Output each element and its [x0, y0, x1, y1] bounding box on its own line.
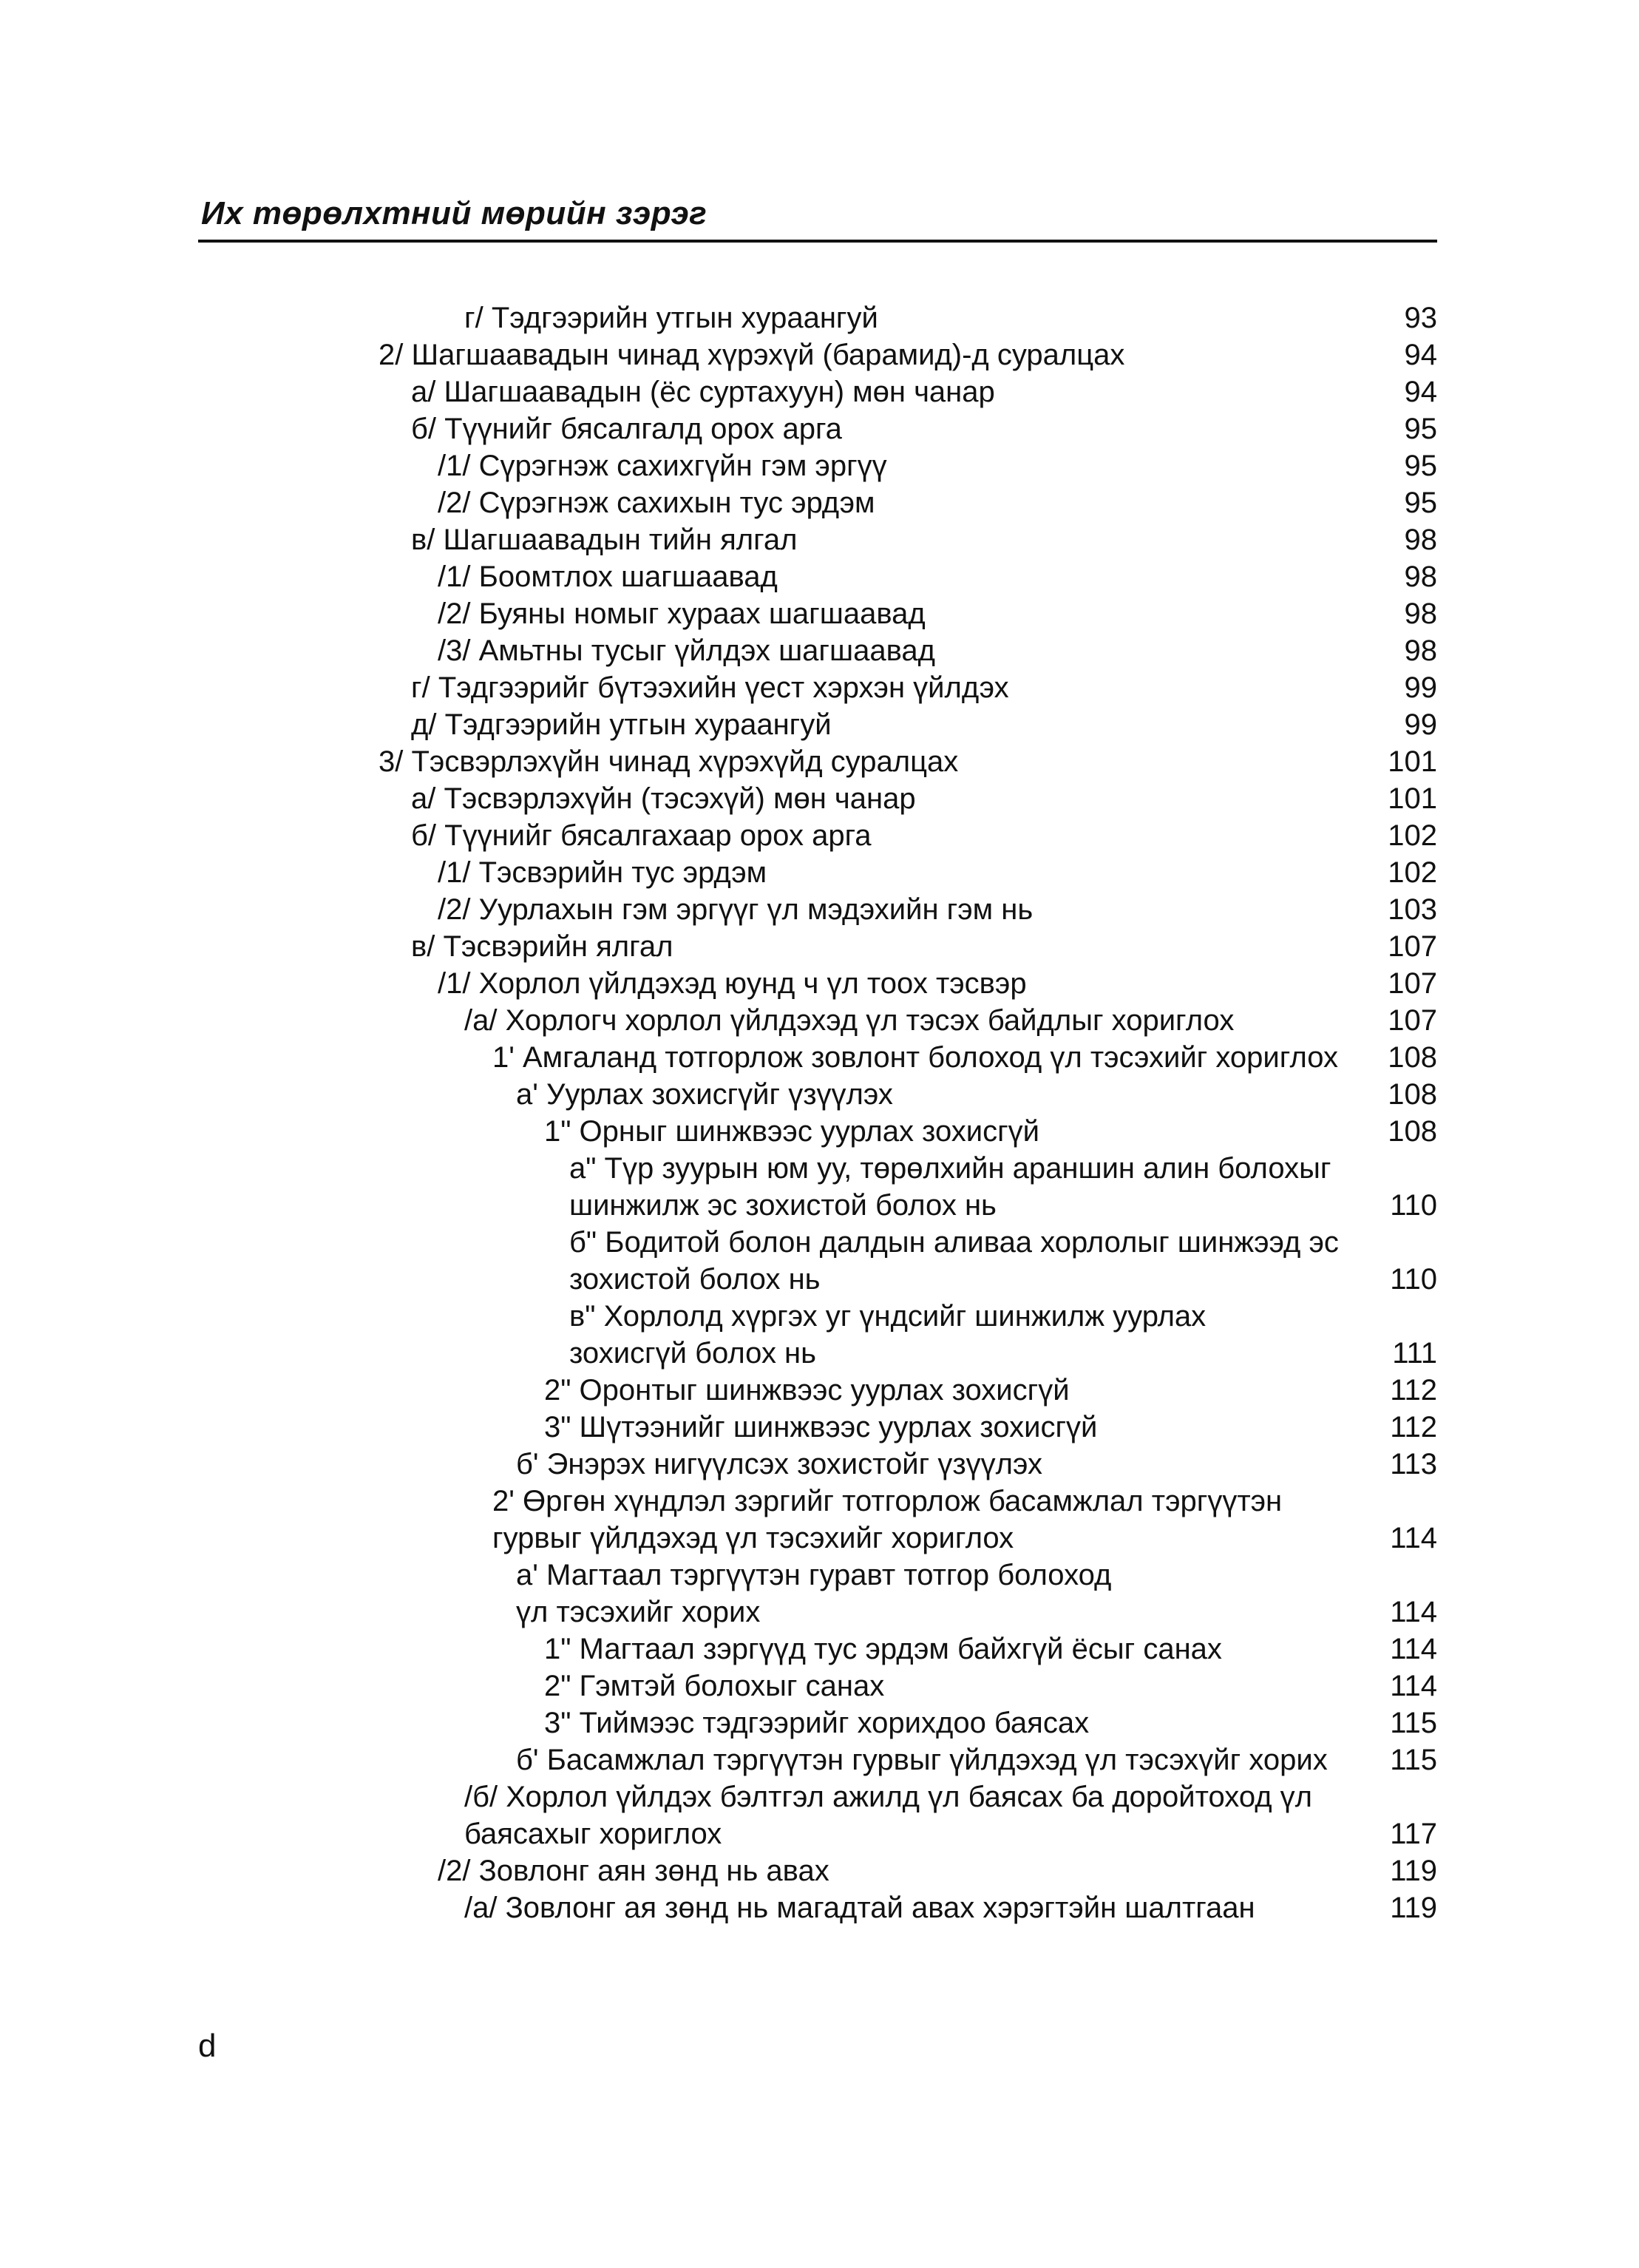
toc-entry [0, 1335, 1639, 1372]
toc-entry-page: 95 [1404, 450, 1437, 482]
toc-entry-page: 112 [1390, 1374, 1437, 1407]
toc-entry-page: 102 [1388, 819, 1437, 852]
running-header-title: Их төрөлхтний мөрийн зэрэг [201, 195, 707, 231]
toc-entry-page: 115 [1390, 1707, 1437, 1739]
toc-entry-text: зохисгүй болох нь [569, 1337, 816, 1370]
toc-entry-text: баясахыг хориглох [464, 1818, 722, 1850]
toc-entry [0, 1187, 1639, 1224]
toc-entry-text: 3" Шүтээнийг шинжвээс уурлах зохисгүй [544, 1411, 1098, 1443]
toc-entry-text: /1/ Боомтлох шагшаавад [438, 561, 778, 593]
toc-entry-page: 117 [1390, 1818, 1437, 1850]
toc-entry-text: гурвыг үйлдэхэд үл тэсэхийг хориглох [492, 1522, 1014, 1554]
toc-entry [0, 558, 1639, 595]
toc-entry-text: 2' Өргөн хүндлэл зэргийг тотгорлож басамжлал тэргүүтэн [492, 1485, 1283, 1517]
toc-entry [0, 1815, 1639, 1852]
toc-entry-text: 1" Магтаал зэргүүд тус эрдэм байхгүй ёсыг санах [544, 1633, 1222, 1665]
toc-entry-text: 2/ Шагшаавадын чинад хүрэхүй (барамид)-д суралцах [379, 339, 1125, 371]
toc-entry [0, 1889, 1639, 1926]
toc-entry [0, 891, 1639, 928]
page-letter: d [198, 2028, 217, 2064]
toc-entry-page: 114 [1390, 1596, 1437, 1628]
toc-entry-page: 99 [1404, 708, 1437, 741]
toc-entry-page: 98 [1404, 634, 1437, 667]
toc-entry-page: 114 [1390, 1670, 1437, 1702]
toc-entry-text: зохистой болох нь [569, 1263, 821, 1296]
toc-entry [0, 1261, 1639, 1298]
toc-entry-text: а' Уурлах зохисгүйг үзүүлэх [516, 1078, 893, 1111]
toc-entry-page: 107 [1388, 967, 1437, 1000]
toc-entry-text: б" Бодитой болон далдын аливаа хорлолыг шинжээд эс [569, 1226, 1339, 1259]
toc-entry-text: а/ Тэсвэрлэхүйн (тэсэхүй) мөн чанар [411, 782, 916, 815]
toc-entry-text: /2/ Сүрэгнэж сахихын тус эрдэм [438, 487, 875, 519]
toc-entry-page: 94 [1404, 339, 1437, 371]
toc-entry [0, 1483, 1639, 1520]
toc-entry-text: а/ Шагшаавадын (ёс суртахуун) мөн чанар [411, 376, 995, 408]
toc-entry [0, 595, 1639, 632]
toc-entry-text: шинжилж эс зохистой болох нь [569, 1189, 997, 1222]
toc-entry-text: б' Энэрэх нигүүлсэх зохистойг үзүүлэх [516, 1448, 1042, 1480]
toc-entry [0, 1113, 1639, 1150]
toc-entry-page: 102 [1388, 856, 1437, 889]
toc-entry-page: 112 [1390, 1411, 1437, 1443]
toc-entry-page: 95 [1404, 413, 1437, 445]
toc-entry [0, 1150, 1639, 1187]
toc-entry [0, 373, 1639, 410]
toc-entry [0, 854, 1639, 891]
toc-entry-text: 1" Орныг шинжвээс уурлах зохисгүй [544, 1115, 1040, 1148]
toc-entry-page: 98 [1404, 561, 1437, 593]
toc-entry-text: г/ Тэдгээрийг бүтээхийн үест хэрхэн үйлдэх [411, 671, 1009, 704]
toc-entry [0, 1372, 1639, 1409]
toc-entry-text: /1/ Тэсвэрийн тус эрдэм [438, 856, 767, 889]
toc-entry [0, 1298, 1639, 1335]
toc-entry-text: /1/ Хорлол үйлдэхэд юунд ч үл тоох тэсвэр [438, 967, 1027, 1000]
toc-entry [0, 1409, 1639, 1446]
toc-entry-page: 119 [1390, 1855, 1437, 1887]
toc-entry-text: /а/ Хорлогч хорлол үйлдэхэд үл тэсэх байдлыг хориглох [464, 1004, 1235, 1037]
toc-entry-text: в/ Шагшаавадын тийн ялгал [411, 524, 798, 556]
toc-entry-page: 103 [1388, 893, 1437, 926]
toc-entry-text: /3/ Амьтны тусыг үйлдэх шагшаавад [438, 634, 935, 667]
toc-entry-text: /1/ Сүрэгнэж сахихгүйн гэм эргүү [438, 450, 887, 482]
toc-entry-text: а' Магтаал тэргүүтэн гуравт тотгор болоход [516, 1559, 1112, 1591]
toc-entry-text: /2/ Уурлахын гэм эргүүг үл мэдэхийн гэм нь [438, 893, 1034, 926]
toc-entry-text: /б/ Хорлол үйлдэх бэлтгэл ажилд үл баясах ба доройтоход үл [464, 1781, 1312, 1813]
toc-entry-page: 98 [1404, 524, 1437, 556]
toc-entry-page: 107 [1388, 930, 1437, 963]
toc-entry-page: 110 [1390, 1263, 1437, 1296]
toc-entry [0, 1520, 1639, 1557]
toc-entry-text: 1' Амгаланд тотгорлож зовлонт болоход үл тэсэхийг хориглох [492, 1041, 1339, 1074]
toc-entry [0, 1594, 1639, 1631]
toc-entry-page: 108 [1388, 1041, 1437, 1074]
toc-entry-text: /а/ Зовлонг ая зөнд нь магадтай авах хэрэгтэйн шалтгаан [464, 1892, 1255, 1924]
toc-entry [0, 965, 1639, 1002]
toc-entry [0, 521, 1639, 558]
toc-entry [0, 928, 1639, 965]
toc-entry [0, 743, 1639, 780]
toc-entry [0, 1039, 1639, 1076]
toc-entry-text: д/ Тэдгээрийн утгын хураангуй [411, 708, 832, 741]
toc-entry-page: 111 [1392, 1337, 1437, 1370]
toc-entry [0, 447, 1639, 484]
toc-entry [0, 1446, 1639, 1483]
toc-entry-page: 114 [1390, 1633, 1437, 1665]
toc-entry-text: б' Басамжлал тэргүүтэн гурвыг үйлдэхэд үл тэсэхүйг хорих [516, 1744, 1328, 1776]
toc-entry-text: б/ Түүнийг бясалгалд орох арга [411, 413, 842, 445]
toc-entry-text: в/ Тэсвэрийн ялгал [411, 930, 673, 963]
toc-entry-text: /2/ Зовлонг аян зөнд нь авах [438, 1855, 829, 1887]
toc-entry [0, 1076, 1639, 1113]
toc-entry-text: г/ Тэдгээрийн утгын хураангуй [464, 302, 878, 334]
toc-entry [0, 1705, 1639, 1741]
toc-entry-page: 107 [1388, 1004, 1437, 1037]
toc-entry [0, 1778, 1639, 1815]
toc-entry-page: 99 [1404, 671, 1437, 704]
toc-entry [0, 1557, 1639, 1594]
toc-entry-page: 119 [1390, 1892, 1437, 1924]
toc-entry-text: /2/ Буяны номыг хураах шагшаавад [438, 598, 926, 630]
toc-entry-text: 3/ Тэсвэрлэхүйн чинад хүрэхүйд суралцах [379, 745, 959, 778]
toc-entry-page: 95 [1404, 487, 1437, 519]
toc-entry-page: 94 [1404, 376, 1437, 408]
toc-entry [0, 1741, 1639, 1778]
toc-entry [0, 410, 1639, 447]
toc-entry-text: 3" Тиймээс тэдгээрийг хорихдоо баясах [544, 1707, 1090, 1739]
toc-entry [0, 336, 1639, 373]
toc-entry [0, 706, 1639, 743]
toc-entry-page: 93 [1404, 302, 1437, 334]
toc-entry [0, 780, 1639, 817]
toc-entry-page: 115 [1390, 1744, 1437, 1776]
toc-entry-page: 108 [1388, 1115, 1437, 1148]
toc-entry [0, 484, 1639, 521]
toc-entry [0, 669, 1639, 706]
toc-entry-text: в" Хорлолд хүргэх уг үндсийг шинжилж уурлах [569, 1300, 1207, 1333]
header-rule [198, 240, 1437, 243]
toc-entry-page: 114 [1390, 1522, 1437, 1554]
toc-entry-page: 101 [1388, 745, 1437, 778]
toc-entry-page: 108 [1388, 1078, 1437, 1111]
toc-entry-text: б/ Түүнийг бясалгахаар орох арга [411, 819, 872, 852]
toc-entry [0, 1668, 1639, 1705]
toc-entry-text: а" Түр зуурын юм уу, төрөлхийн араншин алин болохыг [569, 1152, 1331, 1185]
toc-entry [0, 1224, 1639, 1261]
toc-entry-text: 2" Гэмтэй болохыг санах [544, 1670, 885, 1702]
toc-entry [0, 1002, 1639, 1039]
toc-entry [0, 1852, 1639, 1889]
toc-entry-page: 110 [1390, 1189, 1437, 1222]
toc-entry [0, 632, 1639, 669]
toc-entry-page: 113 [1390, 1448, 1437, 1480]
toc-entry-text: үл тэсэхийг хорих [516, 1596, 761, 1628]
toc-entry-text: 2" Оронтыг шинжвээс уурлах зохисгүй [544, 1374, 1070, 1407]
toc-entry-page: 98 [1404, 598, 1437, 630]
toc-entry [0, 817, 1639, 854]
toc-entry [0, 1631, 1639, 1668]
toc-entry-page: 101 [1388, 782, 1437, 815]
toc-entry [0, 299, 1639, 336]
